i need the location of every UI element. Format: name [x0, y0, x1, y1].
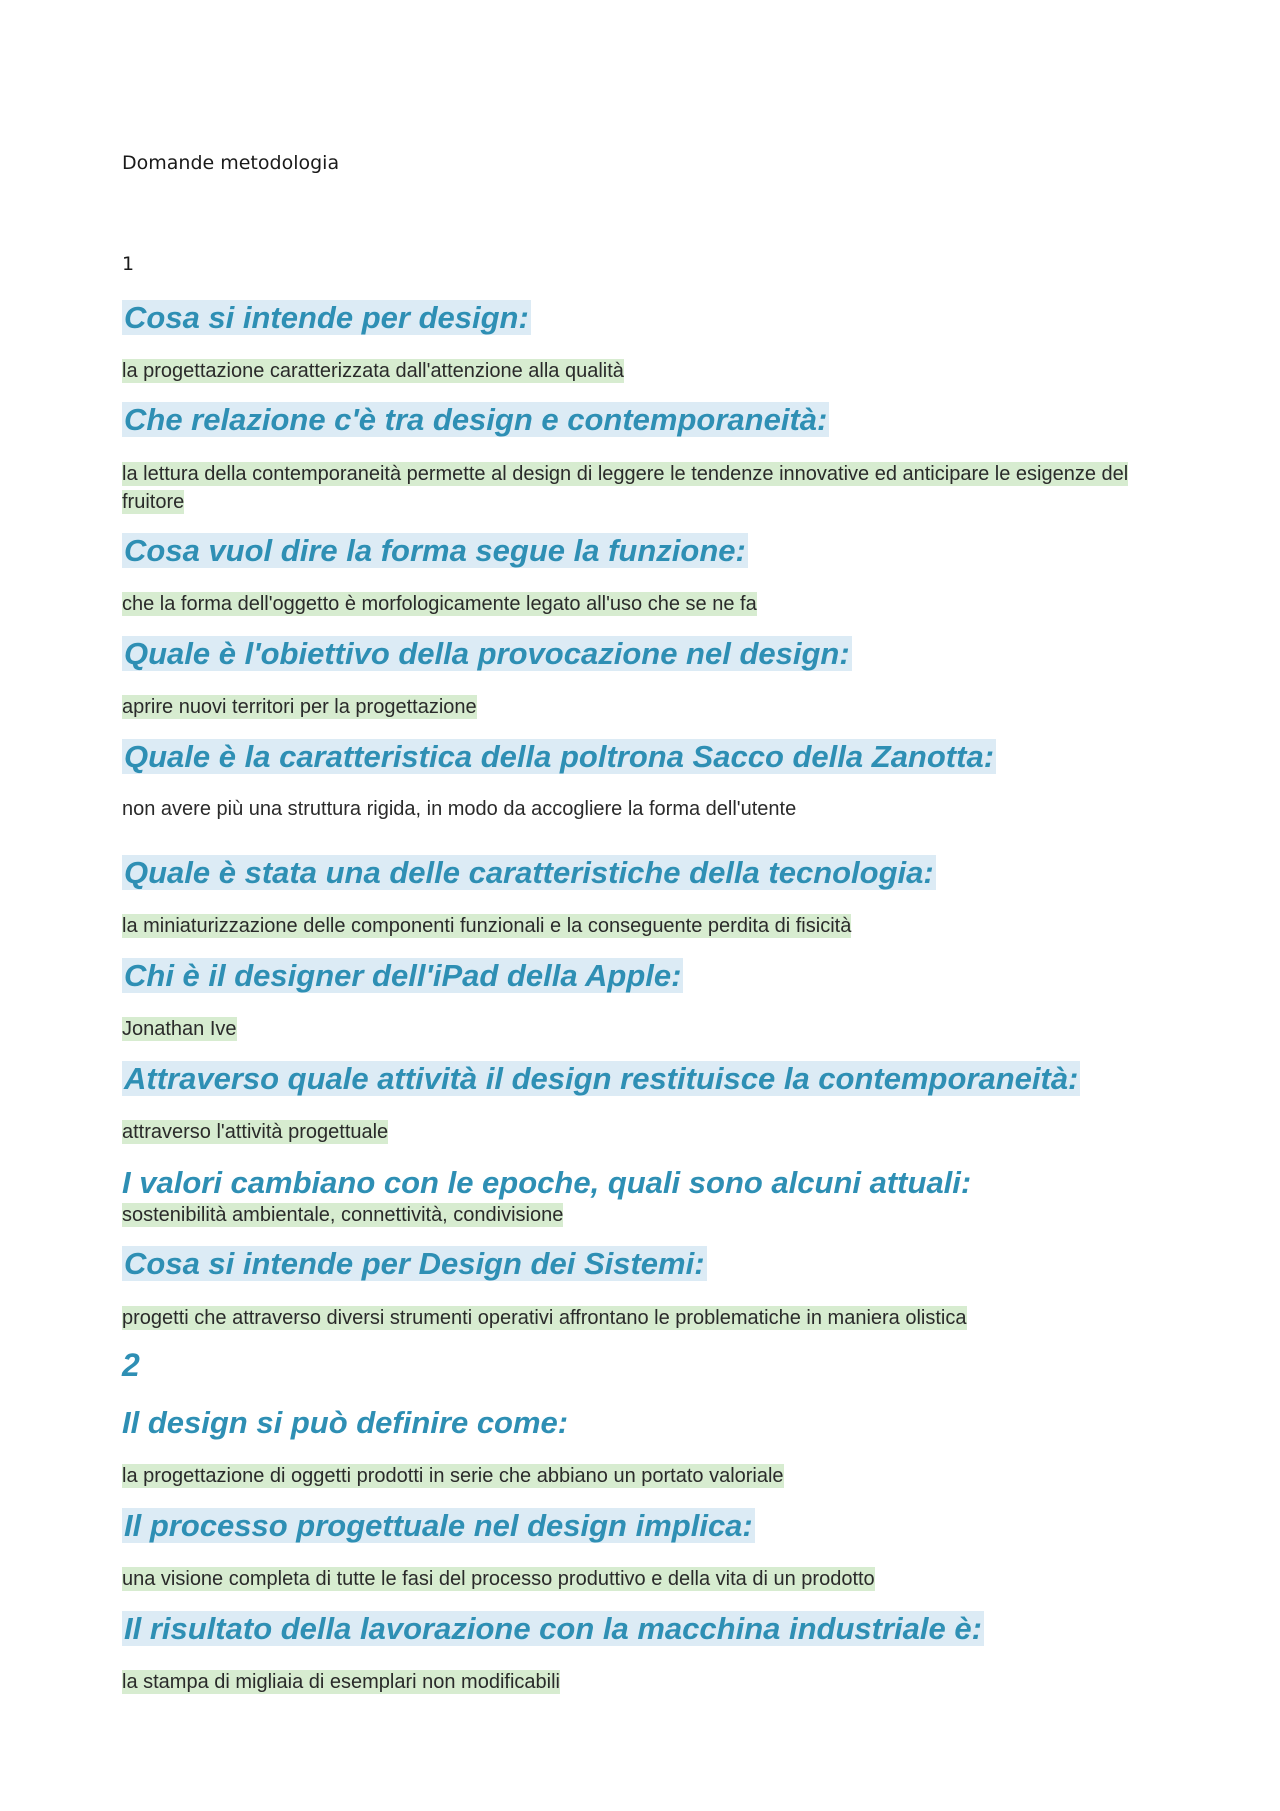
section-number-1: 1: [122, 253, 135, 275]
answer-10: [122, 1304, 967, 1332]
question-3: [122, 530, 748, 572]
question-9: [122, 1162, 971, 1204]
question-13: [122, 1608, 984, 1650]
answer-6: [122, 912, 851, 940]
question-6: [122, 852, 936, 894]
answer-4: [122, 693, 477, 721]
question-text: Cosa vuol dire la forma segue la funzione:: [124, 533, 746, 568]
question-text: Il design si può definire come:: [122, 1405, 569, 1440]
question-text: I valori cambiano con le epoche, quali sono alcuni attuali:: [122, 1165, 972, 1200]
question-text: Cosa si intende per design:: [124, 300, 529, 335]
question-5: [122, 736, 996, 778]
section-number-2: 2: [122, 1347, 140, 1383]
question-10: [122, 1243, 707, 1285]
answer-text: la miniaturizzazione delle componenti funzionali e la conseguente perdita di fisicità: [122, 915, 852, 937]
answer-text: la stampa di migliaia di esemplari non modificabili: [122, 1671, 560, 1693]
question-text: Quale è la caratteristica della poltrona Sacco della Zanotta:: [124, 739, 995, 774]
question-text: Il risultato della lavorazione con la macchina industriale è:: [124, 1611, 982, 1646]
answer-text: Jonathan Ive: [122, 1018, 237, 1040]
answer-5: [122, 795, 796, 823]
answer-12: [122, 1565, 875, 1593]
document-title: Domande metodologia: [122, 152, 340, 174]
answer-3: [122, 590, 757, 618]
question-text: Quale è stata una delle caratteristiche della tecnologia:: [124, 855, 934, 890]
question-4: [122, 633, 852, 675]
question-text: Che relazione c'è tra design e contemporaneità:: [124, 402, 828, 437]
question-2: [122, 399, 829, 441]
answer-1: [122, 357, 624, 385]
answer-11: [122, 1462, 784, 1490]
question-11: [122, 1402, 568, 1444]
answer-text: non avere più una struttura rigida, in modo da accogliere la forma dell'utente: [122, 798, 797, 820]
answer-text: attraverso l'attività progettuale: [122, 1121, 389, 1143]
answer-8: [122, 1118, 388, 1146]
question-1: [122, 297, 531, 339]
question-text: Il processo progettuale nel design implica:: [124, 1508, 753, 1543]
answer-13: [122, 1668, 560, 1696]
question-text: Attraverso quale attività il design restituisce la contemporaneità:: [124, 1061, 1079, 1096]
answer-text: la lettura della contemporaneità permette al design di leggere le tendenze innovative ed anticipare le esigenze del fruitore: [122, 463, 1129, 513]
question-text: Cosa si intende per Design dei Sistemi:: [124, 1246, 705, 1281]
question-12: [122, 1505, 755, 1547]
answer-text: aprire nuovi territori per la progettazione: [122, 696, 477, 718]
question-text: Quale è l'obiettivo della provocazione nel design:: [124, 636, 850, 671]
answer-text: una visione completa di tutte le fasi del processo produttivo e della vita di un prodotto: [122, 1568, 875, 1590]
answer-text: sostenibilità ambientale, connettività, condivisione: [122, 1204, 564, 1226]
answer-9: [122, 1201, 563, 1229]
answer-text: la progettazione caratterizzata dall'attenzione alla qualità: [122, 360, 624, 382]
answer-text: progetti che attraverso diversi strumenti operativi affrontano le problematiche in maniera olistica: [122, 1307, 967, 1329]
question-7: [122, 955, 683, 997]
answer-2: [122, 460, 1142, 516]
question-8: [122, 1058, 1080, 1100]
question-text: Chi è il designer dell'iPad della Apple:: [124, 958, 682, 993]
answer-text: che la forma dell'oggetto è morfologicamente legato all'uso che se ne fa: [122, 593, 757, 615]
answer-7: [122, 1015, 237, 1043]
answer-text: la progettazione di oggetti prodotti in serie che abbiano un portato valoriale: [122, 1465, 784, 1487]
